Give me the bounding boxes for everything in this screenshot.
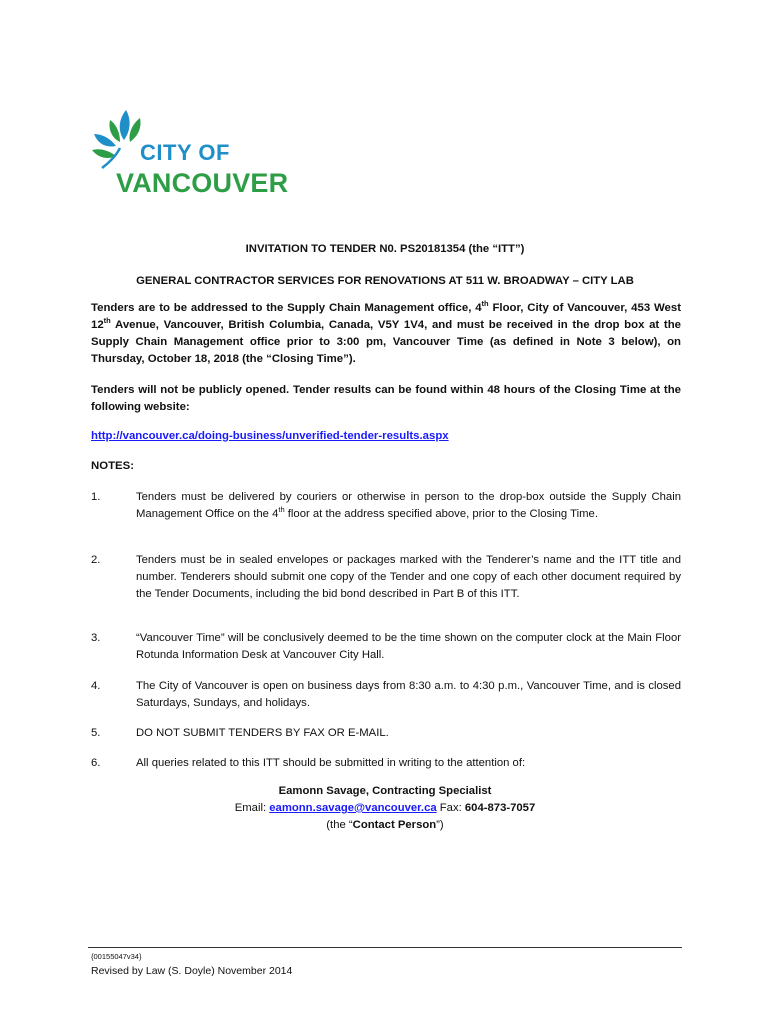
note-number: 4.	[91, 680, 101, 692]
note-text: All queries related to this ITT should be submitted in writing to the attention of:	[136, 757, 526, 769]
document-title: INVITATION TO TENDER N0. PS20181354 (the “ITT”)	[245, 243, 525, 255]
contact-person-prefix: (the “	[326, 819, 353, 831]
intro-paragraph	[91, 300, 681, 368]
note-text: DO NOT SUBMIT TENDERS BY FAX OR E-MAIL.	[136, 727, 389, 739]
contact-details	[0, 802, 770, 814]
notes-heading: NOTES:	[91, 460, 135, 472]
results-paragraph: Tenders will not be publicly opened. Tender results can be found within 48 hours of the Closing Time at the following website:	[91, 384, 681, 413]
contact-name: Eamonn Savage, Contracting Specialist	[278, 785, 492, 797]
note-number: 5.	[91, 727, 101, 739]
fax-number: 604-873-7057	[464, 802, 536, 814]
revision-note: Revised by Law (S. Doyle) November 2014	[91, 965, 293, 977]
tender-results-link[interactable]: http://vancouver.ca/doing-business/unverified-tender-results.aspx	[91, 430, 449, 442]
document-id: {00155047v34}	[91, 952, 142, 961]
note-number: 3.	[91, 632, 101, 644]
logo-city-of-text: CITY OF	[140, 140, 230, 165]
intro-text-part: Tenders are to be addressed to the Supply Chain Management office, 4	[91, 302, 482, 314]
ordinal-suffix: th	[103, 316, 111, 325]
email-label: Email:	[234, 802, 270, 814]
footer-divider	[88, 947, 682, 948]
contact-email-link[interactable]: eamonn.savage@vancouver.ca	[269, 802, 437, 814]
document-subtitle: GENERAL CONTRACTOR SERVICES FOR RENOVATIONS AT 511 W. BROADWAY – CITY LAB	[136, 275, 634, 287]
note-number: 1.	[91, 491, 101, 503]
note-number: 2.	[91, 554, 101, 566]
ordinal-suffix: th	[481, 299, 489, 308]
fax-label: Fax:	[436, 802, 465, 814]
city-of-vancouver-logo	[88, 106, 288, 202]
note-text	[136, 489, 681, 523]
logo-vancouver-text: VANCOUVER	[116, 168, 289, 198]
intro-text-part: Avenue, Vancouver, British Columbia, Canada, V5Y 1V4, and must be received in the drop box at the Supply Chain Management office prior to 3:00 pm, Vancouver Time (as defined in Note 3 below), on Thursday, October 18, 2018 (the “Closing Time”).	[91, 319, 681, 365]
note-text: “Vancouver Time” will be conclusively deemed to be the time shown on the computer clock at the Main Floor Rotunda Information Desk at Vancouver City Hall.	[136, 632, 681, 661]
contact-person-note	[0, 819, 770, 831]
note-number: 6.	[91, 757, 101, 769]
note-text: Tenders must be in sealed envelopes or packages marked with the Tenderer’s name and the ITT title and number. Tenderers should submit one copy of the Tender and one copy of each other document required by the Tender Documents, including the bid bond described in Part B of this ITT.	[136, 554, 681, 600]
contact-person-label: Contact Person	[352, 819, 437, 831]
contact-person-suffix: ”)	[436, 819, 444, 831]
ordinal-suffix: th	[278, 505, 285, 514]
note-text-part: Tenders must be delivered by couriers or otherwise in person to the drop-box outside the Supply Chain Management Office on the 4	[136, 491, 681, 520]
note-text-part: floor at the address specified above, prior to the Closing Time.	[284, 508, 598, 520]
note-text: The City of Vancouver is open on business days from 8:30 a.m. to 4:30 p.m., Vancouver Time, and is closed Saturdays, Sundays, and holidays.	[136, 680, 681, 709]
intro-text-part: Floor, City of Vancouver, 453 West 12	[91, 302, 681, 331]
